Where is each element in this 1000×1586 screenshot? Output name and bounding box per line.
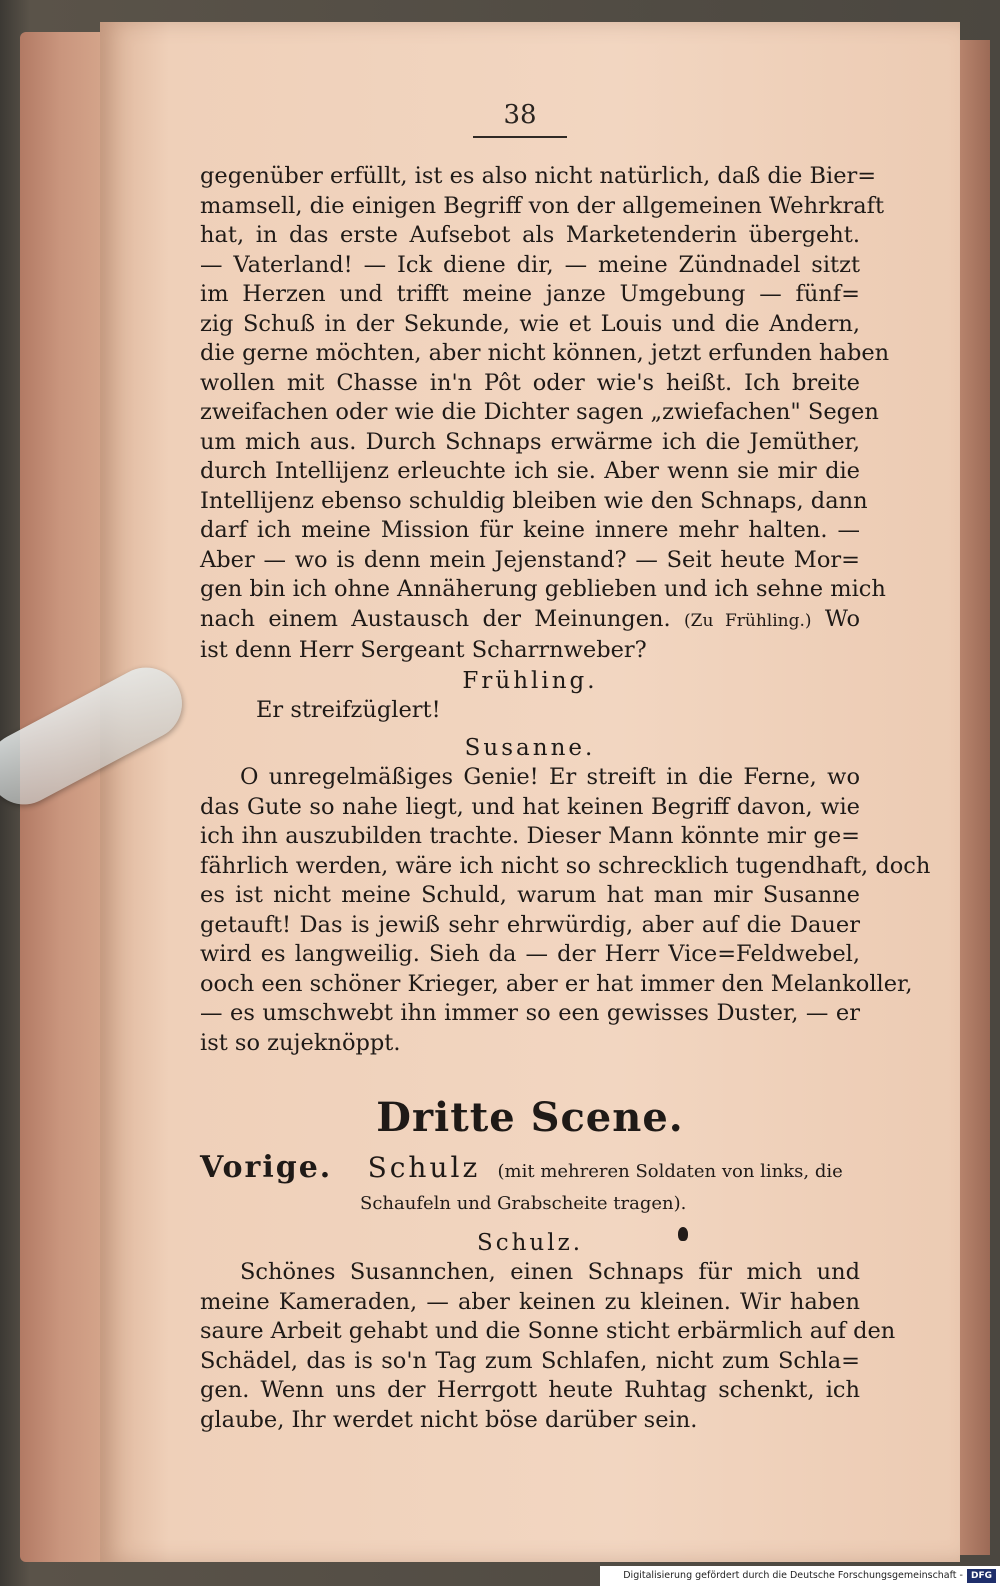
text-line: glaube, Ihr werdet nicht böse darüber sein.: [200, 1406, 698, 1433]
page-number-container: [100, 100, 960, 138]
speaker-name: Susanne.: [464, 735, 596, 761]
text-line: ist denn Herr Sergeant Scharrnweber?: [200, 637, 647, 663]
text-line: saure Arbeit gehabt und die Sonne sticht erbärmlich auf den: [200, 1318, 896, 1344]
stage-direction-continued: Schaufeln und Grabscheite tragen).: [360, 1193, 687, 1214]
digitization-footer: [600, 1566, 1000, 1586]
text-line: darf ich meine Mission für keine innere mehr halten. —: [200, 517, 860, 543]
text-line: — Vaterland! — Ick diene dir, — meine Zündnadel sitzt: [200, 251, 860, 278]
text-line: meine Kameraden, — aber keinen zu kleinen. Wir haben: [200, 1288, 860, 1315]
ink-spot: [678, 1227, 688, 1241]
text-line: Schönes Susannchen, einen Schnaps für mich und: [240, 1259, 860, 1285]
spacer: [200, 725, 860, 733]
speaker-name: Frühling.: [462, 667, 598, 694]
text-line: fährlich werden, wäre ich nicht so schrecklich tugendhaft, doch: [200, 852, 931, 879]
text-line: Intellijenz ebenso schuldig bleiben wie den Schnaps, dann: [200, 487, 868, 514]
text-line: die gerne möchten, aber nicht können, jetzt erfunden haben: [200, 340, 890, 366]
text-line: — es umschwebt ihn immer so een gewisses Duster, — er: [200, 1000, 860, 1026]
text-line: Schädel, das is so'n Tag zum Schlafen, nicht zum Schla=: [200, 1347, 860, 1374]
text-line: es ist nicht meine Schuld, warum hat man mir Susanne: [200, 882, 860, 908]
stage-vorige: Vorige.: [200, 1150, 333, 1185]
scene-title: Dritte Scene.: [376, 1094, 684, 1141]
text-line: gen. Wenn uns der Herrgott heute Ruhtag schenkt, ich: [200, 1377, 860, 1403]
text-line: mamsell, die einigen Begriff von der allgemeinen Wehrkraft: [200, 192, 884, 219]
text-line: getauft! Das is jewiß sehr ehrwürdig, aber auf die Dauer: [200, 911, 860, 938]
dfg-logo: DFG: [967, 1569, 996, 1583]
text-line: ich ihn auszubilden trachte. Dieser Mann könnte mir ge=: [200, 823, 860, 849]
text-line: hat, in das erste Aufsebot als Marketenderin übergeht.: [200, 222, 860, 248]
footer-text: Digitalisierung gefördert durch die Deutsche Forschungsgemeinschaft -: [623, 1570, 963, 1581]
text-fragment: nach einem Austausch der Meinungen.: [200, 605, 671, 632]
stage-character: Schulz: [367, 1151, 481, 1184]
text-line: [200, 605, 860, 637]
text-line: wird es langweilig. Sieh da — der Herr Vice=Feldwebel,: [200, 941, 860, 967]
page-text: [200, 162, 931, 1435]
text-line: Aber — wo is denn mein Jejenstand? — Seit heute Mor=: [200, 546, 860, 573]
book-page: [100, 22, 960, 1562]
text-line: wollen mit Chasse in'n Pôt oder wie's heißt. Ich breite: [200, 369, 860, 396]
text-line: ooch een schöner Krieger, aber er hat immer den Melankoller,: [200, 970, 913, 997]
text-fragment: Wo: [824, 605, 861, 632]
stage-direction: (mit mehreren Soldaten von links, die: [497, 1161, 843, 1182]
text-line: gegenüber erfüllt, ist es also nicht natürlich, daß die Bier=: [200, 163, 877, 189]
stage-direction: (Zu Frühling.): [684, 610, 812, 631]
text-line: zig Schuß in der Sekunde, wie et Louis und die Andern,: [200, 310, 860, 337]
spacer: [200, 1220, 860, 1228]
stage-heading: [200, 1152, 860, 1188]
text-line: im Herzen und trifft meine janze Umgebung — fünf=: [200, 281, 860, 307]
speaker-name: Schulz.: [476, 1230, 584, 1256]
text-line: ist so zujeknöppt.: [200, 1029, 401, 1056]
text-line: zweifachen oder wie die Dichter sagen „zwiefachen" Segen: [200, 399, 879, 425]
text-line: gen bin ich ohne Annäherung geblieben und ich sehne mich: [200, 576, 886, 602]
page-number: 38: [473, 100, 566, 138]
text-line: um mich aus. Durch Schnaps erwärme ich die Jemüther,: [200, 428, 860, 455]
dialogue-line: Er streifzüglert!: [256, 696, 441, 723]
text-line: das Gute so nahe liegt, und hat keinen Begriff davon, wie: [200, 793, 860, 820]
text-line: O unregelmäßiges Genie! Er streift in die Ferne, wo: [240, 764, 860, 790]
text-line: durch Intellijenz erleuchte ich sie. Aber wenn sie mir die: [200, 458, 860, 484]
